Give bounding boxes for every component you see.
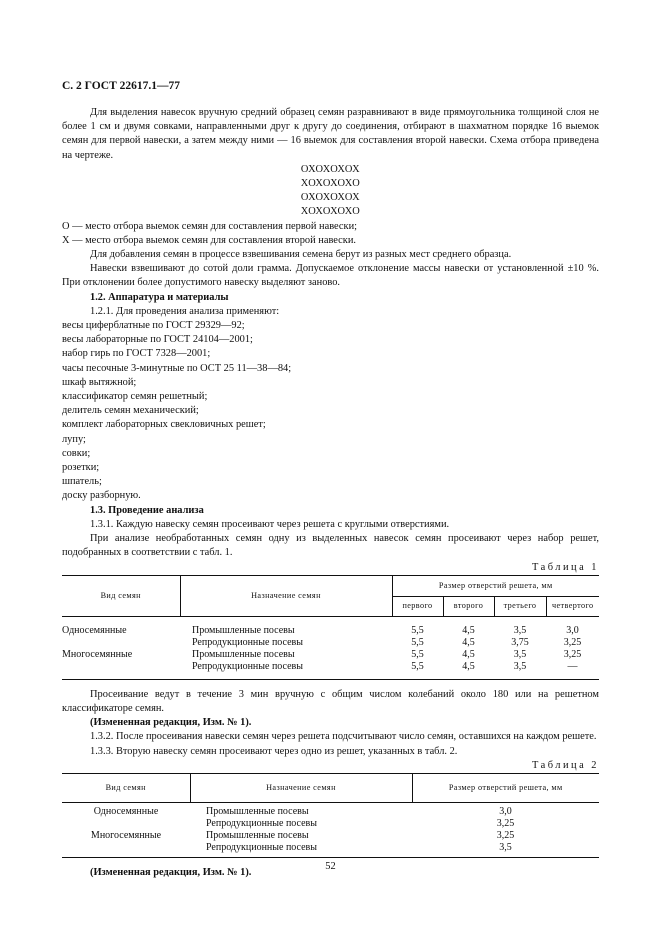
table-row [62,661,599,680]
list-item: лупу; [62,433,86,445]
body-text [62,106,599,880]
list-item: шпатель; [62,476,102,488]
table-row [62,818,599,830]
cell-kind [62,818,190,830]
cell-value: 3,25 [563,648,582,660]
cell-value: 5,5 [411,636,424,648]
list-item: совки; [62,447,91,459]
clause-1-3-2: 1.3.2. После просеивания навески семян через решета подсчитывают число семян, оставшихся на каждом решете. [90,731,597,743]
list-item: набор гирь по ГОСТ 7328—2001; [62,348,211,360]
cell-purpose: Репродукционные посевы [192,660,303,672]
cell-value: 3,0 [566,624,579,636]
table-row [62,830,599,842]
cell-kind: Односемянные [93,805,159,817]
edit-note-1: (Измененная редакция, Изм. № 1). [90,717,252,729]
page-number: 52 [325,861,336,872]
clause-1-2-1: 1.2.1. Для проведения анализа применяют: [90,305,280,317]
cell-value: 3,0 [499,805,512,817]
cell-value: 3,5 [513,660,527,672]
cell-kind: Многосемянные [90,829,162,841]
section-heading-analysis: 1.3. Проведение анализа [90,504,204,516]
cell-purpose: Промышленные посевы [206,829,309,841]
scheme-row: ХОХОХОХО [300,206,361,218]
cell-value: 3,25 [496,829,515,841]
paragraph-sifting: Просеивание ведут в течение 3 мин вручную с общим числом колебаний около 180 или на решетном классификаторе семян. [62,688,599,714]
column-header-purpose: Назначение семян [180,575,392,616]
cell-purpose: Репродукционные посевы [192,636,303,648]
clause-1-3-3: 1.3.3. Вторую навеску семян просеивают через одно из решет, указанных в табл. 2. [90,745,458,757]
column-header-third: третьего [494,596,546,616]
table-row [62,616,599,637]
list-item: классификатор семян решетный; [62,391,208,403]
table-2 [62,773,599,858]
paragraph-adding: Для добавления семян в процессе взвешивания семена берут из разных мест среднего образца. [90,249,512,261]
section-heading-apparatus: 1.2. Аппаратура и материалы [90,291,229,303]
table-1-label: Таблица 1 [532,561,599,573]
cell-kind: Многосемянные [62,648,133,660]
scheme-row: ОХОХОХОХ [300,192,361,204]
table-2-label: Таблица 2 [532,759,599,771]
cell-purpose: Промышленные посевы [206,805,309,817]
list-item: доску разборную. [62,490,141,502]
list-item: розетки; [62,462,100,474]
cell-value: 3,5 [513,648,527,660]
column-header-kind: Вид семян [62,575,180,616]
column-header-fourth: четвертого [546,596,599,616]
edit-note-2: (Измененная редакция, Изм. № 1). [90,866,252,878]
table-1 [62,575,599,680]
list-item: комплект лабораторных свекловичных решет; [62,419,266,431]
paragraph-sieves: При анализе необработанных семян одну из выделенных навесок семян просеивают через набор решет, подобранных в соответствии с табл. 1. [62,533,599,559]
cell-kind [62,637,180,649]
cell-value: 3,75 [511,636,529,648]
cell-purpose: Промышленные посевы [192,624,295,636]
cell-value: 5,5 [411,660,424,672]
table-row [62,802,599,818]
cell-kind: Односемянные [62,624,127,636]
column-header-kind: Вид семян [62,773,190,802]
sampling-scheme [62,163,599,220]
paragraph-sampling: Для выделения навесок вручную средний образец семян разравнивают в виде прямоугольника толщиной слоя не более 1 см и двумя совками, направленными друг к другу до соединения, отбирают в шахматном порядке 16 выемок семян для первой навески, а затем между ними — 16 выемок для составления второй навески. Схема отбора приведена на чертеже. [62,107,599,161]
cell-value: 5,5 [411,648,424,660]
equipment-list [62,319,599,504]
cell-value: 3,5 [513,624,527,636]
column-header-sieve-size: Размер отверстий решета, мм [448,782,563,792]
list-item: делитель семян механический; [62,405,199,417]
cell-kind [62,842,190,858]
cell-value: 4,5 [462,624,475,636]
list-item: шкаф вытяжной; [62,376,137,388]
list-item: часы песочные 3-минутные по ОСТ 25 11—38—84; [62,362,292,374]
cell-purpose: Промышленные посевы [192,648,295,660]
cell-value: — [567,660,578,672]
table-row [62,637,599,649]
column-header-sieve-size: Размер отверстий решета, мм [392,575,599,596]
page-header: С. 2 ГОСТ 22617.1—77 [62,80,181,92]
table-row [62,842,599,858]
cell-purpose: Репродукционные посевы [206,841,317,853]
cell-value: 3,25 [496,817,515,829]
cell-kind [62,661,180,680]
cell-value: 5,5 [411,624,424,636]
cell-purpose: Репродукционные посевы [206,817,317,829]
cell-value: 3,25 [563,636,582,648]
scheme-row: ХОХОХОХО [300,178,361,190]
clause-1-3-1: 1.3.1. Каждую навеску семян просеивают через решета с круглыми отверстиями. [90,518,450,530]
legend-x: Х — место отбора выемок семян для составления второй навески. [62,234,356,246]
paragraph-weighing: Навески взвешивают до сотой доли грамма. Допускаемое отклонение массы навески от установленной ±10 %. При отклонении более допустимого навеску выделяют заново. [62,263,599,289]
column-header-first: первого [392,596,443,616]
table-row [62,649,599,661]
list-item: весы циферблатные по ГОСТ 29329—92; [62,320,245,332]
legend-o: О — место отбора выемок семян для составления первой навески; [62,220,358,232]
list-item: весы лабораторные по ГОСТ 24104—2001; [62,334,253,346]
scheme-row: ОХОХОХОХ [300,163,361,175]
cell-value: 4,5 [462,660,475,672]
column-header-purpose: Назначение семян [190,773,412,802]
column-header-second: второго [443,596,494,616]
cell-value: 4,5 [462,648,475,660]
cell-value: 4,5 [462,636,475,648]
cell-value: 3,5 [499,841,512,853]
